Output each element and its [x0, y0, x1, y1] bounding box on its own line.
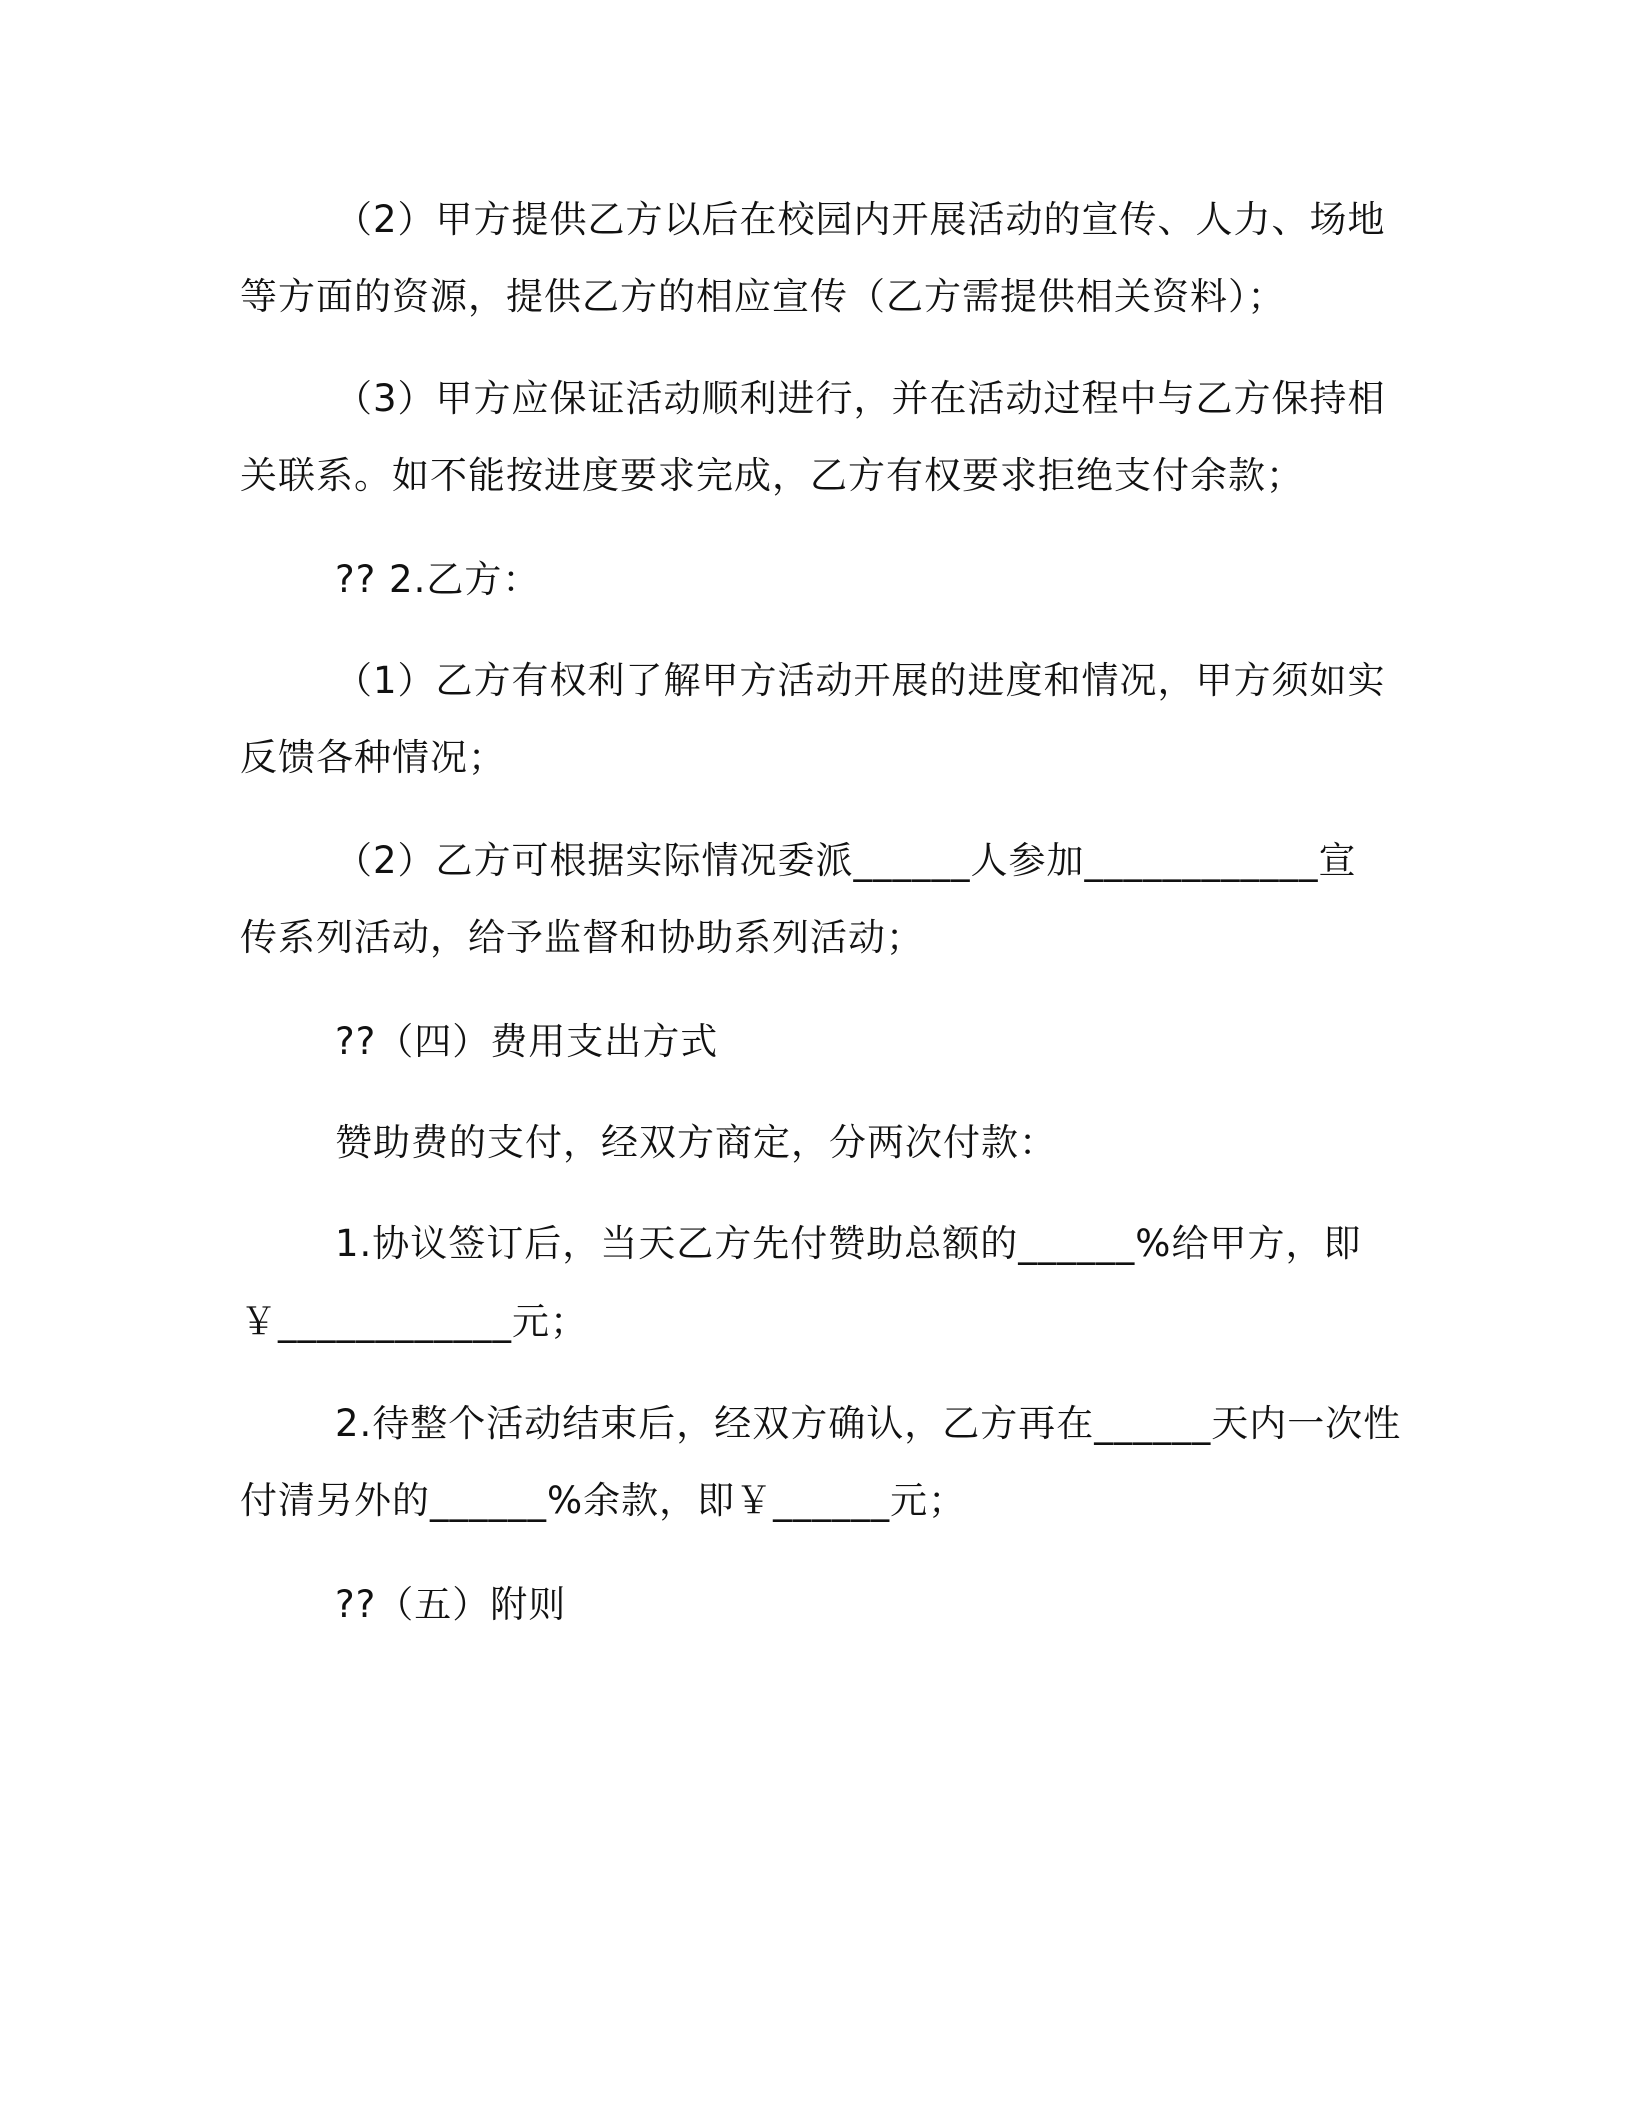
payment-2-line-1: 2.待整个活动结束后，经双方确认，乙方再在______天内一次性 — [335, 1402, 1402, 1445]
payment-2-line-2: 付清另外的______%余款，即￥______元； — [240, 1479, 967, 1522]
payment-intro: 赞助费的支付，经双方商定，分两次付款： — [335, 1121, 1057, 1164]
clause-b1-line-1: （1）乙方有权利了解甲方活动开展的进度和情况，甲方须如实 — [335, 659, 1386, 702]
clause-a3-line-2: 关联系。如不能按进度要求完成，乙方有权要求拒绝支付余款； — [240, 454, 1304, 497]
section-four-heading: ??（四）费用支出方式 — [335, 1020, 719, 1063]
clause-a3-line-1: （3）甲方应保证活动顺利进行，并在活动过程中与乙方保持相 — [335, 377, 1386, 420]
section-five-heading: ??（五）附则 — [335, 1583, 567, 1626]
payment-1-line-1: 1.协议签订后，当天乙方先付赞助总额的______%给甲方，即 — [335, 1222, 1362, 1265]
clause-a2-line-1: （2）甲方提供乙方以后在校园内开展活动的宣传、人力、场地 — [335, 198, 1386, 241]
clause-a2-line-2: 等方面的资源，提供乙方的相应宣传（乙方需提供相关资料）； — [240, 275, 1286, 318]
section-party-b-heading: ?? 2.乙方： — [335, 558, 541, 601]
clause-b2-line-2: 传系列活动，给予监督和协助系列活动； — [240, 916, 924, 959]
clause-b2-line-1: （2）乙方可根据实际情况委派______人参加____________宣 — [335, 839, 1357, 882]
payment-1-line-2: ￥____________元； — [240, 1300, 588, 1343]
clause-b1-line-2: 反馈各种情况； — [240, 736, 506, 779]
